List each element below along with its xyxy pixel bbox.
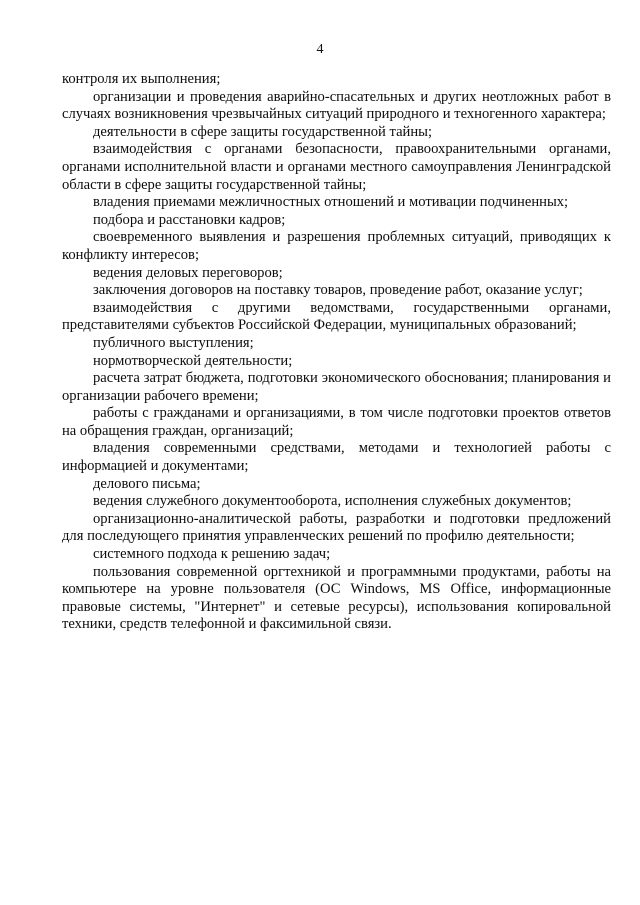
paragraph: ведения деловых переговоров;: [93, 264, 283, 281]
paragraph: владения приемами межличностных отношений и мотивации подчиненных;: [93, 194, 569, 211]
paragraph: взаимодействия с органами безопасности, правоохранительными органами, органами исполнительной власти и органами местного самоуправления Ленинградской области в сфере защиты государственной тайны;: [62, 141, 611, 193]
paragraph: публичного выступления;: [93, 334, 254, 351]
paragraph: организационно-аналитической работы, разработки и подготовки предложений для последующего принятия управленческих решений по профилю деятельности;: [62, 510, 611, 545]
paragraph: ведения служебного документооборота, исполнения служебных документов;: [93, 493, 572, 510]
paragraph: расчета затрат бюджета, подготовки экономического обоснования; планирования и организации рабочего времени;: [62, 370, 611, 404]
paragraph: деятельности в сфере защиты государственной тайны;: [93, 123, 433, 140]
paragraph: системного подхода к решению задач;: [93, 546, 331, 563]
paragraph: своевременного выявления и разрешения проблемных ситуаций, приводящих к конфликту интересов;: [62, 229, 611, 263]
document-body: [62, 71, 611, 634]
paragraph: заключения договоров на поставку товаров, проведение работ, оказание услуг;: [93, 282, 583, 299]
paragraph: подбора и расстановки кадров;: [93, 211, 286, 228]
paragraph: контроля их выполнения;: [62, 71, 221, 87]
paragraph: пользования современной оргтехникой и программными продуктами, работы на компьютере на уровне пользователя (ОС Windows, MS Office, информационные правовые системы, "Интернет" и сетевые ресурсы), использования копировальной техники, средств телефонной и факсимильной связи.: [62, 563, 611, 633]
paragraph: делового письма;: [93, 475, 201, 492]
paragraph: работы с гражданами и организациями, в том числе подготовки проектов ответов на обращения граждан, организаций;: [62, 405, 611, 439]
paragraph: взаимодействия с другими ведомствами, государственными органами, представителями субъектов Российской Федерации, муниципальных образований;: [62, 299, 611, 334]
paragraph: нормотворческой деятельности;: [93, 352, 293, 369]
paragraph: владения современными средствами, методами и технологией работы с информацией и документами;: [62, 440, 611, 475]
paragraph: организации и проведения аварийно-спасательных и других неотложных работ в случаях возникновения чрезвычайных ситуаций природного и техногенного характера;: [62, 88, 611, 123]
page-number: 4: [316, 42, 324, 57]
